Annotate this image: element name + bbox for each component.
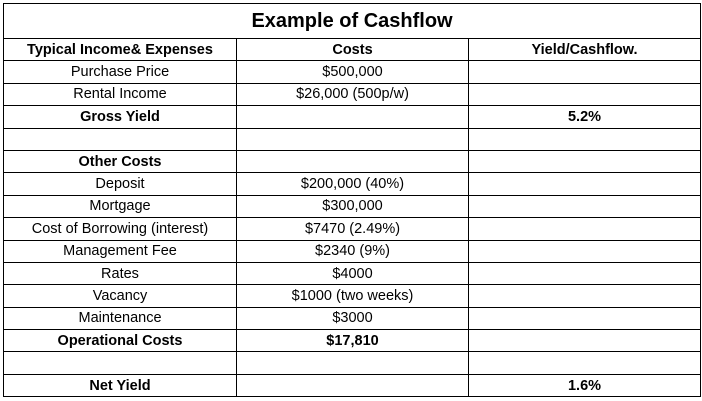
row-label-cell: Mortgage (4, 195, 237, 217)
row-yield-cell (469, 195, 701, 217)
row-label-cell: Vacancy (4, 285, 237, 307)
row-yield-cell (469, 150, 701, 172)
row-label-cell: Gross Yield (4, 106, 237, 128)
row-label-cell: Management Fee (4, 240, 237, 262)
row-cost-cell: $7470 (2.49%) (237, 218, 469, 240)
table-row (4, 352, 701, 374)
row-label-cell (4, 352, 237, 374)
header-costs: Costs (237, 39, 469, 61)
table-row (4, 83, 701, 105)
row-yield-cell (469, 218, 701, 240)
row-label-cell (4, 128, 237, 150)
row-yield-cell: 1.6% (469, 374, 701, 396)
row-label-cell: Purchase Price (4, 61, 237, 83)
row-cost-cell: $2340 (9%) (237, 240, 469, 262)
row-cost-cell: $26,000 (500p/w) (237, 83, 469, 105)
row-label-cell: Cost of Borrowing (interest) (4, 218, 237, 240)
table-row (4, 195, 701, 217)
row-yield-cell (469, 352, 701, 374)
table-row (4, 240, 701, 262)
row-cost-cell: $3000 (237, 307, 469, 329)
table-row (4, 262, 701, 284)
table-row (4, 374, 701, 396)
row-yield-cell: 5.2% (469, 106, 701, 128)
table-row (4, 285, 701, 307)
row-cost-cell: $300,000 (237, 195, 469, 217)
row-yield-cell (469, 307, 701, 329)
table-row (4, 218, 701, 240)
table-row (4, 150, 701, 172)
table-row (4, 173, 701, 195)
table-row (4, 106, 701, 128)
table-row (4, 307, 701, 329)
row-cost-cell (237, 106, 469, 128)
row-cost-cell: $17,810 (237, 330, 469, 352)
row-yield-cell (469, 240, 701, 262)
cashflow-sheet (3, 3, 700, 399)
header-income-expenses: Typical Income& Expenses (4, 39, 237, 61)
row-yield-cell (469, 262, 701, 284)
row-label-cell: Rates (4, 262, 237, 284)
row-cost-cell (237, 352, 469, 374)
row-label-cell: Deposit (4, 173, 237, 195)
row-label-cell: Net Yield (4, 374, 237, 396)
table-row (4, 330, 701, 352)
title-row (4, 4, 701, 39)
row-yield-cell (469, 173, 701, 195)
row-label-cell: Rental Income (4, 83, 237, 105)
cashflow-table (3, 3, 701, 397)
header-row (4, 39, 701, 61)
row-yield-cell (469, 83, 701, 105)
row-cost-cell (237, 374, 469, 396)
row-cost-cell: $200,000 (40%) (237, 173, 469, 195)
row-cost-cell (237, 128, 469, 150)
row-yield-cell (469, 285, 701, 307)
table-row (4, 61, 701, 83)
row-yield-cell (469, 61, 701, 83)
row-cost-cell (237, 150, 469, 172)
row-cost-cell: $1000 (two weeks) (237, 285, 469, 307)
row-label-cell: Maintenance (4, 307, 237, 329)
table-row (4, 128, 701, 150)
row-cost-cell: $4000 (237, 262, 469, 284)
row-yield-cell (469, 128, 701, 150)
row-cost-cell: $500,000 (237, 61, 469, 83)
row-label-cell: Other Costs (4, 150, 237, 172)
table-title: Example of Cashflow (4, 4, 701, 39)
header-yield-cashflow: Yield/Cashflow. (469, 39, 701, 61)
row-label-cell: Operational Costs (4, 330, 237, 352)
row-yield-cell (469, 330, 701, 352)
